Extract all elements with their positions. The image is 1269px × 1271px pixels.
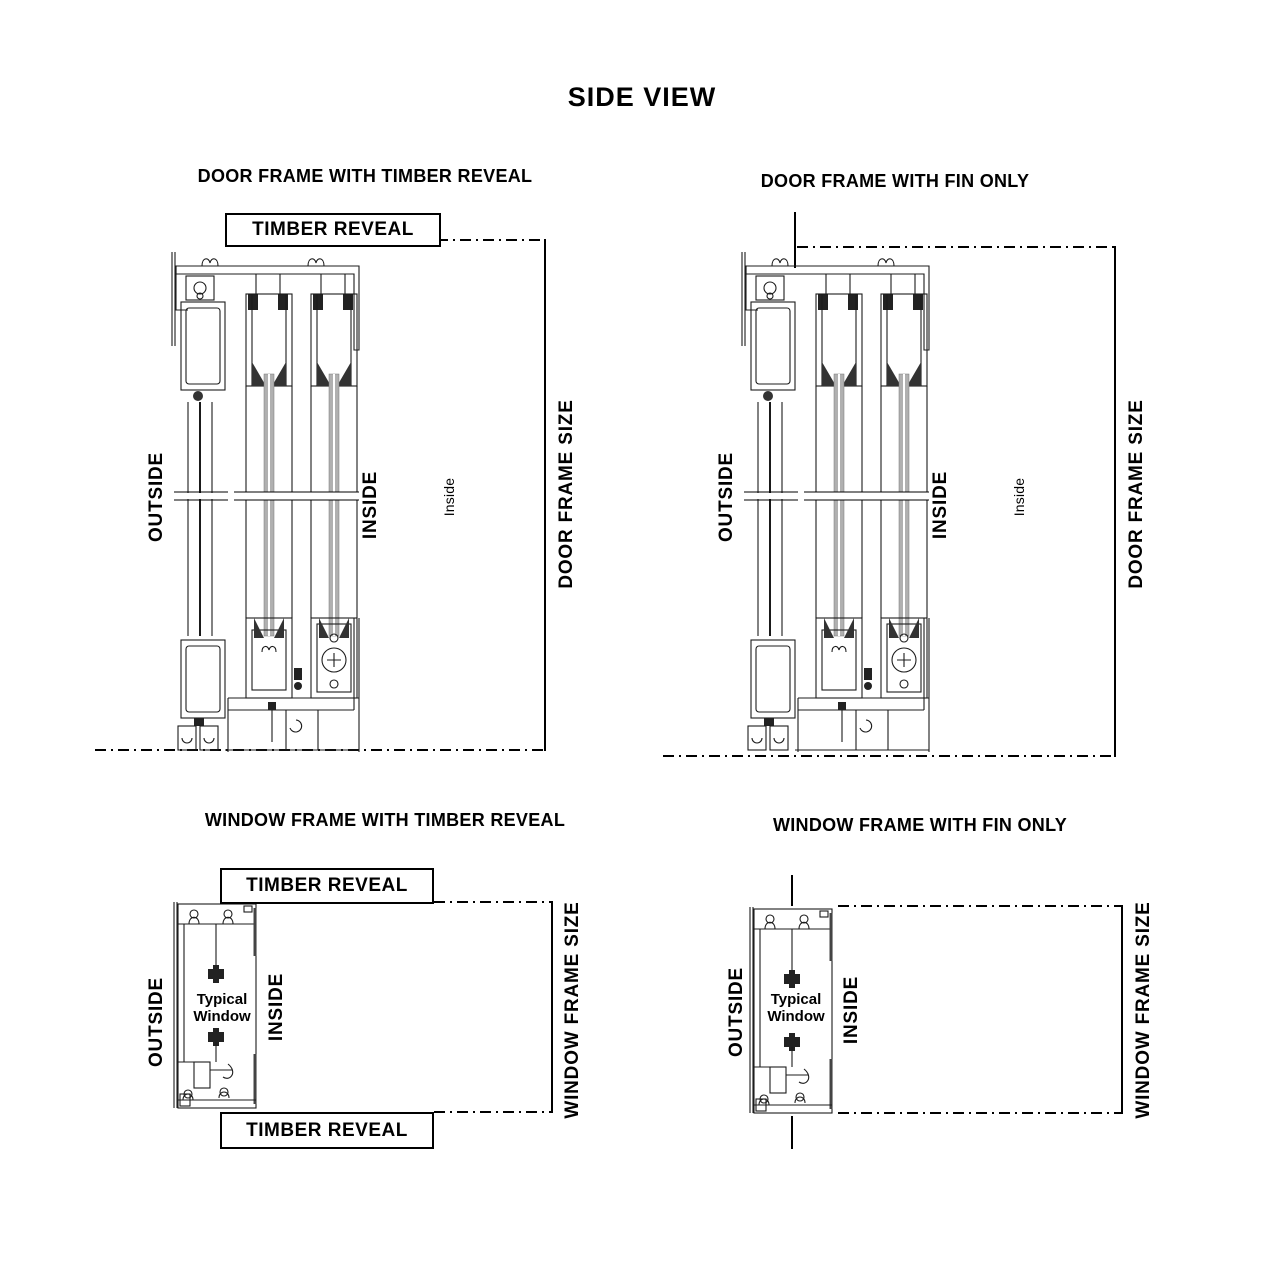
inside-label: INSIDE	[360, 470, 381, 540]
dimension-extension-line-top	[434, 901, 552, 903]
inside-annotation: Inside	[1011, 477, 1027, 517]
timber-reveal-label-box	[225, 213, 441, 247]
timber-reveal-label-box-bottom	[220, 1112, 434, 1149]
outside-label: OUTSIDE	[146, 976, 167, 1068]
typical-window-annotation: Typical Window	[193, 991, 251, 1026]
mounting-fin-top	[791, 875, 793, 906]
door-frame-size-label: DOOR FRAME SIZE	[1126, 399, 1147, 589]
timber-reveal-top-label: TIMBER REVEAL	[246, 875, 408, 896]
window-frame-size-label: WINDOW FRAME SIZE	[562, 901, 583, 1119]
page-title: SIDE VIEW	[567, 82, 717, 112]
dimension-extension-line-top	[437, 239, 545, 241]
typical-window-annotation: Typical Window	[767, 991, 825, 1026]
dimension-extension-line-bottom	[838, 1112, 1122, 1114]
inside-label: INSIDE	[930, 470, 951, 540]
door-timber-heading: DOOR FRAME WITH TIMBER REVEAL	[197, 166, 533, 186]
window-fin-heading: WINDOW FRAME WITH FIN ONLY	[772, 815, 1068, 835]
inside-label: INSIDE	[841, 975, 862, 1045]
inside-annotation: Inside	[441, 477, 457, 517]
window-frame-size-label: WINDOW FRAME SIZE	[1133, 901, 1154, 1119]
door-fin-heading: DOOR FRAME WITH FIN ONLY	[760, 171, 1030, 191]
timber-reveal-label: TIMBER REVEAL	[252, 219, 414, 240]
mounting-fin-bottom	[791, 1116, 793, 1149]
dimension-extension-line-top	[838, 905, 1122, 907]
timber-reveal-label-box-top	[220, 868, 434, 904]
inside-label: INSIDE	[266, 972, 287, 1042]
timber-reveal-bottom-label: TIMBER REVEAL	[246, 1119, 408, 1141]
door-frame-section-drawing	[168, 250, 363, 760]
dimension-line-vertical	[544, 239, 546, 751]
outside-label: OUTSIDE	[726, 966, 747, 1058]
outside-label: OUTSIDE	[716, 451, 737, 543]
dimension-line-vertical	[1121, 905, 1123, 1114]
dimension-line-vertical	[1114, 246, 1116, 757]
door-frame-size-label: DOOR FRAME SIZE	[556, 399, 577, 589]
door-frame-section-drawing	[738, 250, 933, 760]
dimension-extension-line-bottom	[434, 1111, 552, 1113]
outside-label: OUTSIDE	[146, 451, 167, 543]
dimension-extension-line-top	[797, 246, 1114, 248]
dimension-line-vertical	[551, 901, 553, 1113]
window-timber-heading: WINDOW FRAME WITH TIMBER REVEAL	[204, 810, 566, 830]
